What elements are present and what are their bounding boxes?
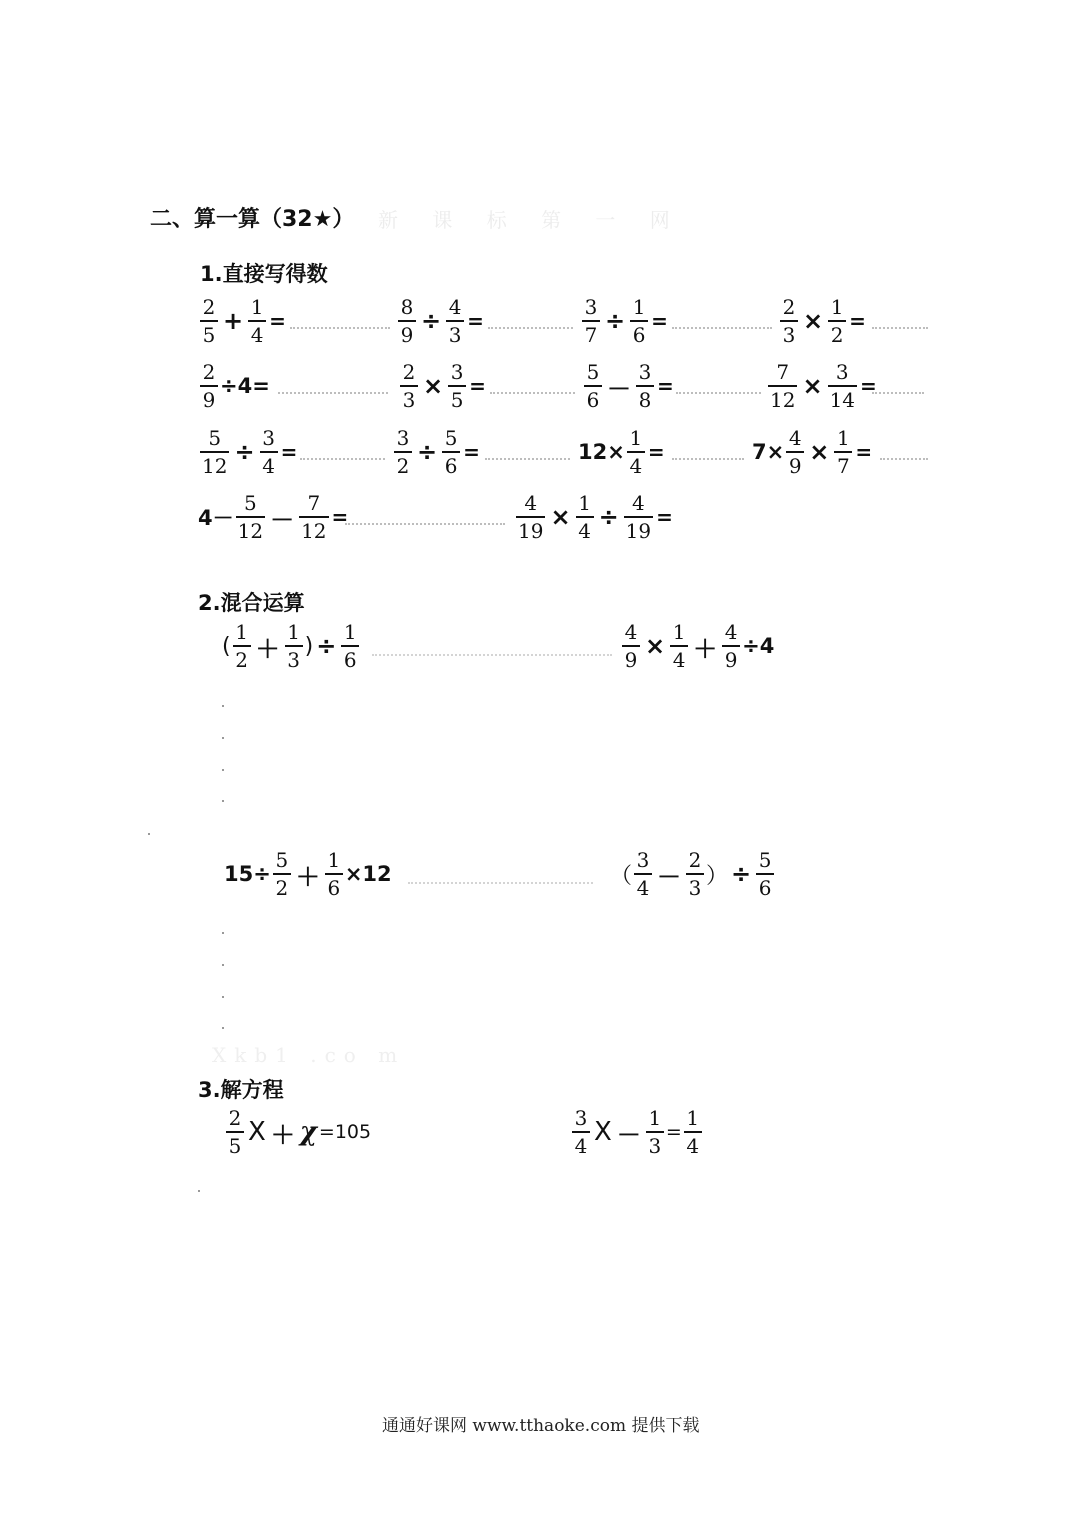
scan-dot [222, 800, 224, 802]
answer-line [485, 458, 570, 460]
answer-line [300, 458, 385, 460]
fraction: $\frac{4}{9}$ [786, 428, 804, 476]
fraction: $\frac{7}{12}$ [770, 360, 796, 412]
mixed-expr-2: $\frac{4}{9}$ × $\frac{1}{4}$ ＋ $\frac{4}{9}$ ÷4 [620, 622, 774, 670]
fraction: $\frac{2}{5}$ [200, 297, 218, 345]
fraction: $\frac{5}{12}$ [202, 426, 228, 478]
scan-dot [222, 769, 224, 771]
fraction: $\frac{1}{6}$ [325, 850, 343, 898]
scan-dot [222, 964, 224, 966]
calc-item-10: $\frac{3}{2}$ ÷ $\frac{5}{6}$ = [392, 428, 480, 476]
scan-dot [198, 1190, 200, 1192]
fraction: $\frac{1}{2}$ [233, 622, 251, 670]
fraction: $\frac{3}{14}$ [829, 360, 856, 412]
fraction: $\frac{1}{7}$ [834, 428, 852, 476]
mixed-expr-1: ( $\frac{1}{2}$ ＋ $\frac{1}{3}$ ) ÷ $\frac{1}{6}$ [222, 622, 361, 670]
mixed-expr-3: 15÷ $\frac{5}{2}$ ＋ $\frac{1}{6}$ ×12 [224, 848, 392, 900]
answer-line [880, 458, 928, 460]
fraction: $\frac{2}{5}$ [226, 1108, 244, 1156]
fraction: $\frac{7}{12}$ [301, 491, 327, 543]
calc-item-6: $\frac{2}{3}$ × $\frac{3}{5}$ = [398, 362, 486, 410]
fraction: $\frac{5}{2}$ [273, 850, 291, 898]
calc-item-5: $\frac{2}{9}$ ÷4= [198, 362, 270, 410]
fraction: $\frac{1}{4}$ [627, 428, 645, 476]
calc-item-8: $\frac{7}{12}$ × $\frac{3}{14}$ = [770, 360, 877, 412]
answer-line [490, 392, 575, 394]
calc-item-11: 12× $\frac{1}{4}$ = [578, 426, 665, 478]
fraction: $\frac{3}{5}$ [448, 362, 466, 410]
calc-item-9: $\frac{5}{12}$ ÷ $\frac{3}{4}$ = [202, 426, 298, 478]
mixed-expr-4: （ $\frac{3}{4}$ － $\frac{2}{3}$ ） ÷ $\frac{5}{6}$ [610, 850, 776, 898]
fraction: $\frac{4}{9}$ [722, 622, 740, 670]
watermark-mid: Xkb1 .co m [212, 1043, 406, 1067]
fraction: $\frac{4}{3}$ [446, 297, 464, 345]
answer-line [278, 392, 388, 394]
fraction: $\frac{1}{3}$ [646, 1108, 664, 1156]
fraction: $\frac{5}{6}$ [584, 362, 602, 410]
calc-item-3: $\frac{3}{7}$ ÷ $\frac{1}{6}$ = [580, 297, 668, 345]
fraction: $\frac{1}{4}$ [248, 297, 266, 345]
answer-line [488, 327, 573, 329]
scan-dot [222, 996, 224, 998]
calc-item-13: 4－ $\frac{5}{12}$ － $\frac{7}{12}$ = [198, 491, 349, 543]
calc-item-1: $\frac{2}{5}$ + $\frac{1}{4}$ = [198, 297, 286, 345]
fraction: $\frac{1}{4}$ [684, 1108, 702, 1156]
fraction: $\frac{1}{3}$ [285, 622, 303, 670]
fraction: $\frac{8}{9}$ [398, 297, 416, 345]
calc-item-7: $\frac{5}{6}$ － $\frac{3}{8}$ = [582, 362, 674, 410]
fraction: $\frac{4}{19}$ [625, 491, 652, 543]
answer-line [676, 392, 761, 394]
part2-title: 2.混合运算 [198, 591, 305, 615]
fraction: $\frac{2}{9}$ [200, 362, 218, 410]
fraction: $\frac{4}{9}$ [622, 622, 640, 670]
answer-line [372, 654, 612, 656]
answer-line [672, 458, 744, 460]
answer-line [672, 327, 772, 329]
part1-title: 1.直接写得数 [200, 262, 328, 286]
fraction: $\frac{1}{4}$ [670, 622, 688, 670]
fraction: $\frac{2}{3}$ [400, 362, 418, 410]
calc-item-4: $\frac{2}{3}$ × $\frac{1}{2}$ = [778, 297, 866, 345]
calc-item-14: $\frac{4}{19}$ × $\frac{1}{4}$ ÷ $\frac{4}{19}$ = [518, 491, 673, 543]
scan-dot [222, 705, 224, 707]
fraction: $\frac{1}{6}$ [630, 297, 648, 345]
fraction: $\frac{5}{12}$ [237, 491, 264, 543]
fraction: $\frac{3}{4}$ [634, 850, 652, 898]
answer-line [872, 327, 928, 329]
calc-item-12: 7× $\frac{4}{9}$ × $\frac{1}{7}$ = [752, 426, 873, 478]
scan-dot [222, 737, 224, 739]
fraction: $\frac{4}{19}$ [518, 491, 544, 543]
calc-item-2: $\frac{8}{9}$ ÷ $\frac{4}{3}$ = [396, 297, 484, 345]
fraction: $\frac{3}{4}$ [572, 1108, 590, 1156]
fraction: $\frac{5}{6}$ [756, 850, 774, 898]
answer-line [345, 523, 505, 525]
fraction: $\frac{3}{8}$ [636, 362, 654, 410]
fraction: $\frac{3}{2}$ [394, 428, 412, 476]
equation-1: $\frac{2}{5}$ X ＋ χ =105 [224, 1108, 371, 1156]
fraction: $\frac{2}{3}$ [686, 850, 704, 898]
scan-dot [222, 932, 224, 934]
fraction: $\frac{1}{2}$ [828, 297, 846, 345]
answer-line [872, 392, 924, 394]
fraction: $\frac{5}{6}$ [442, 428, 460, 476]
equation-2: $\frac{3}{4}$ X － $\frac{1}{3}$ = $\frac{1}{4}$ [570, 1108, 704, 1156]
fraction: $\frac{3}{7}$ [582, 297, 600, 345]
answer-line [290, 327, 390, 329]
watermark-top: 新 课 标 第 一 网 [378, 208, 684, 232]
scan-dot [148, 833, 150, 835]
answer-line [408, 882, 593, 884]
section-title: 二、算一算（32★） [150, 207, 355, 232]
fraction: $\frac{1}{4}$ [576, 493, 594, 541]
fraction: $\frac{2}{3}$ [780, 297, 798, 345]
part3-title: 3.解方程 [198, 1078, 284, 1102]
fraction: $\frac{1}{6}$ [341, 622, 359, 670]
fraction: $\frac{3}{4}$ [260, 428, 278, 476]
footer-text: 通通好课网 www.tthaoke.com 提供下载 [382, 1416, 700, 1436]
scan-dot [222, 1027, 224, 1029]
